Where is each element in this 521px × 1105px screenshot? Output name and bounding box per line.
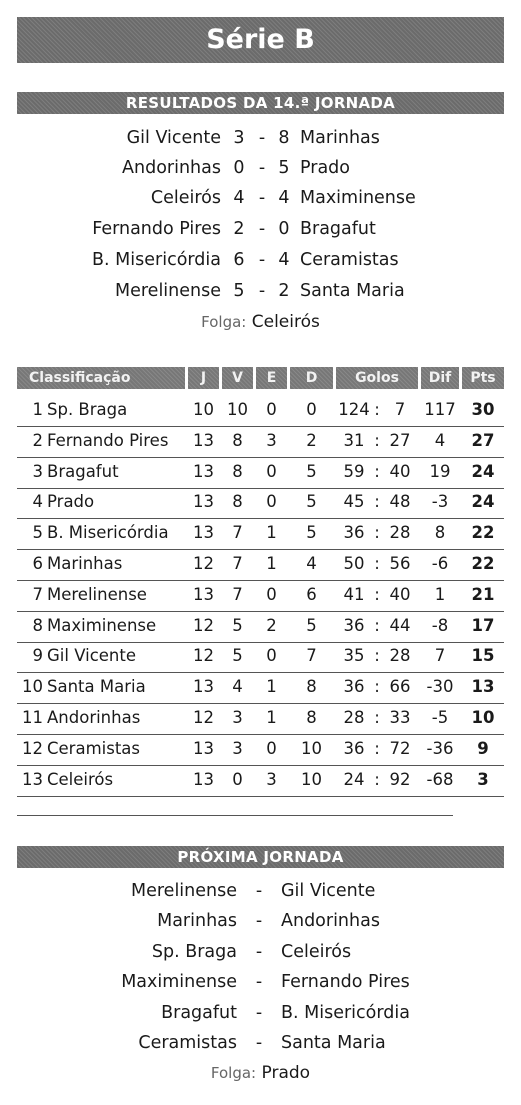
home-team: Ceramistas: [138, 1033, 237, 1053]
result-row: [0, 276, 521, 306]
goal-difference: -5: [431, 708, 449, 727]
draws: 3: [266, 769, 277, 789]
away-team: Santa Maria: [281, 1033, 386, 1053]
losses: 7: [306, 646, 317, 666]
goals-separator: :: [374, 584, 380, 604]
header-losses: D: [290, 367, 333, 389]
goals-for: 50: [343, 554, 365, 573]
played: 13: [193, 523, 214, 543]
wins: 8: [232, 492, 243, 512]
away-team: Gil Vicente: [281, 881, 376, 901]
result-row: [0, 245, 521, 275]
played: 13: [193, 584, 214, 604]
points: 30: [471, 400, 495, 419]
fixture-dash: -: [255, 1003, 263, 1023]
goals-separator: :: [374, 554, 380, 573]
wins: 0: [232, 769, 243, 789]
goals-for: 45: [343, 492, 365, 512]
team-name: Merelinense: [47, 584, 147, 604]
bye-label: Folga:: [201, 313, 247, 331]
goals-against: 33: [389, 708, 411, 727]
losses: 4: [306, 554, 317, 573]
away-team: Bragafut: [300, 219, 376, 239]
goals-against: 72: [389, 738, 411, 758]
wins: 8: [232, 461, 243, 481]
table-row: [17, 549, 504, 581]
score-dash: -: [258, 281, 266, 301]
goals-separator: :: [374, 400, 380, 419]
goals-against: 40: [389, 584, 411, 604]
goals-for: 59: [343, 461, 365, 481]
wins: 5: [232, 646, 243, 666]
draws: 0: [266, 646, 277, 666]
draws: 0: [266, 492, 277, 512]
position: 2: [32, 430, 43, 450]
fixture-dash: -: [255, 942, 263, 962]
played: 12: [193, 615, 214, 635]
table-end-rule: [17, 815, 453, 816]
header-goals: Golos: [336, 367, 418, 389]
draws: 1: [266, 677, 277, 697]
goal-difference: -3: [431, 492, 449, 512]
draws: 0: [266, 461, 277, 481]
losses: 2: [306, 430, 317, 450]
home-team: Merelinense: [131, 881, 237, 901]
wins: 7: [232, 554, 243, 573]
home-team: Gil Vicente: [126, 128, 221, 148]
goals-against: 66: [389, 677, 411, 697]
points: 3: [477, 769, 489, 789]
goals-for: 31: [343, 430, 365, 450]
header-team: Classificação: [17, 367, 185, 389]
points: 24: [471, 492, 495, 512]
position: 5: [32, 523, 43, 543]
goals-separator: :: [374, 677, 380, 697]
results-heading: RESULTADOS DA 14.ª JORNADA: [17, 92, 504, 114]
points: 9: [477, 738, 489, 758]
home-score: 3: [233, 128, 245, 148]
goals-for: 36: [343, 615, 365, 635]
table-row: [17, 734, 504, 766]
result-row: [0, 153, 521, 183]
points: 21: [471, 584, 495, 604]
goals-separator: :: [374, 769, 380, 789]
result-row: [0, 183, 521, 213]
goals-separator: :: [374, 461, 380, 481]
home-team: Sp. Braga: [151, 942, 237, 962]
draws: 2: [266, 615, 277, 635]
played: 12: [193, 708, 214, 727]
goals-separator: :: [374, 615, 380, 635]
header-wins: V: [222, 367, 253, 389]
home-score: 0: [233, 158, 245, 178]
wins: 8: [232, 430, 243, 450]
goals-against: 28: [389, 646, 411, 666]
position: 12: [22, 738, 43, 758]
fixture-row: [0, 937, 521, 967]
away-team: Andorinhas: [281, 911, 380, 931]
position: 4: [32, 492, 43, 512]
table-row: [17, 641, 504, 673]
team-name: Gil Vicente: [47, 646, 137, 666]
played: 13: [193, 769, 214, 789]
home-score: 4: [233, 188, 245, 208]
goal-difference: 117: [424, 400, 456, 419]
goals-against: 28: [389, 523, 411, 543]
goal-difference: 7: [434, 646, 446, 666]
team-name: Sp. Braga: [47, 400, 128, 419]
points: 22: [471, 554, 495, 573]
goal-difference: -30: [426, 677, 454, 697]
goal-difference: 8: [434, 523, 446, 543]
score-dash: -: [258, 219, 266, 239]
team-name: Maximinense: [47, 615, 157, 635]
goals-separator: :: [374, 430, 380, 450]
team-name: Santa Maria: [47, 677, 146, 697]
goals-for: 28: [343, 708, 365, 727]
losses: 0: [306, 400, 317, 419]
points: 17: [471, 615, 495, 635]
losses: 10: [301, 769, 322, 789]
home-team: Maximinense: [121, 972, 237, 992]
goals-for: 24: [343, 769, 365, 789]
wins: 3: [232, 708, 243, 727]
table-row: [17, 703, 504, 735]
goals-separator: :: [374, 523, 380, 543]
header-diff: Dif: [421, 367, 459, 389]
position: 9: [32, 646, 43, 666]
draws: 0: [266, 738, 277, 758]
played: 13: [193, 677, 214, 697]
played: 13: [193, 738, 214, 758]
fixture-row: [0, 906, 521, 936]
goal-difference: -36: [426, 738, 454, 758]
goals-against: 7: [394, 400, 406, 419]
goals-for: 36: [343, 738, 365, 758]
away-score: 2: [278, 281, 290, 301]
home-team: Bragafut: [161, 1003, 237, 1023]
score-dash: -: [258, 158, 266, 178]
goal-difference: 4: [434, 430, 446, 450]
wins: 7: [232, 523, 243, 543]
table-row: [17, 395, 504, 427]
goal-difference: 1: [434, 584, 446, 604]
losses: 6: [306, 584, 317, 604]
goals-for: 36: [343, 677, 365, 697]
position: 8: [32, 615, 43, 635]
bye-team: Celeirós: [251, 312, 320, 332]
goal-difference: 19: [429, 461, 451, 481]
table-row: [17, 672, 504, 704]
position: 13: [22, 769, 43, 789]
home-score: 6: [233, 250, 245, 270]
fixture-dash: -: [255, 1033, 263, 1053]
goals-separator: :: [374, 492, 380, 512]
wins: 3: [232, 738, 243, 758]
position: 7: [32, 584, 43, 604]
home-team: Celeirós: [150, 188, 221, 208]
goal-difference: -8: [431, 615, 449, 635]
table-row: [17, 457, 504, 489]
team-name: Fernando Pires: [47, 430, 169, 450]
points: 10: [471, 708, 495, 727]
goals-for: 41: [343, 584, 365, 604]
wins: 5: [232, 615, 243, 635]
team-name: Prado: [47, 492, 95, 512]
played: 13: [193, 492, 214, 512]
score-dash: -: [258, 128, 266, 148]
played: 13: [193, 430, 214, 450]
points: 24: [471, 461, 495, 481]
goals-against: 92: [389, 769, 411, 789]
goals-for: 124: [338, 400, 370, 419]
fixture-dash: -: [255, 972, 263, 992]
position: 1: [32, 400, 43, 419]
losses: 5: [306, 492, 317, 512]
draws: 0: [266, 584, 277, 604]
played: 12: [193, 646, 214, 666]
points: 27: [471, 430, 495, 450]
goals-for: 36: [343, 523, 365, 543]
played: 10: [193, 400, 214, 419]
table-row: [17, 426, 504, 458]
goals-separator: :: [374, 738, 380, 758]
home-score: 5: [233, 281, 245, 301]
bye-label: Folga:: [210, 1064, 257, 1082]
position: 6: [32, 554, 43, 573]
fixture-row: [0, 876, 521, 906]
position: 3: [32, 461, 43, 481]
away-team: Marinhas: [300, 128, 380, 148]
losses: 10: [301, 738, 322, 758]
points: 13: [471, 677, 495, 697]
points: 15: [471, 646, 495, 666]
position: 11: [22, 708, 43, 727]
home-team: Fernando Pires: [92, 219, 221, 239]
fixture-dash: -: [255, 911, 263, 931]
fixture-row: [0, 967, 521, 997]
header-points: Pts: [462, 367, 504, 389]
away-team: Fernando Pires: [281, 972, 410, 992]
losses: 5: [306, 461, 317, 481]
goals-for: 35: [343, 646, 365, 666]
goals-against: 27: [389, 430, 411, 450]
header-draws: E: [256, 367, 287, 389]
wins: 4: [232, 677, 243, 697]
played: 13: [193, 461, 214, 481]
draws: 1: [266, 554, 277, 573]
table-row: [17, 611, 504, 643]
fixture-row: [0, 998, 521, 1028]
goal-difference: -68: [426, 769, 454, 789]
draws: 1: [266, 523, 277, 543]
score-dash: -: [258, 188, 266, 208]
away-score: 4: [278, 188, 290, 208]
table-row: [17, 518, 504, 550]
score-dash: -: [258, 250, 266, 270]
away-team: Celeirós: [281, 942, 352, 962]
losses: 8: [306, 677, 317, 697]
home-score: 2: [233, 219, 245, 239]
fixture-dash: -: [255, 881, 263, 901]
goals-against: 44: [389, 615, 411, 635]
away-score: 0: [278, 219, 290, 239]
team-name: Marinhas: [47, 554, 123, 573]
away-team: Santa Maria: [300, 281, 405, 301]
losses: 8: [306, 708, 317, 727]
draws: 1: [266, 708, 277, 727]
team-name: B. Misericórdia: [47, 523, 169, 543]
bye-team: Prado: [261, 1063, 311, 1083]
next-bye: [0, 1059, 521, 1087]
team-name: Ceramistas: [47, 738, 140, 758]
standings-header: [17, 367, 504, 389]
home-team: Merelinense: [115, 281, 221, 301]
played: 12: [193, 554, 214, 573]
losses: 5: [306, 615, 317, 635]
table-row: [17, 487, 504, 519]
team-name: Celeirós: [47, 769, 114, 789]
away-team: Prado: [300, 158, 350, 178]
wins: 10: [227, 400, 248, 419]
goals-separator: :: [374, 708, 380, 727]
header-played: J: [188, 367, 219, 389]
draws: 3: [266, 430, 277, 450]
away-team: Ceramistas: [300, 250, 399, 270]
home-team: Marinhas: [157, 911, 237, 931]
points: 22: [471, 523, 495, 543]
home-team: Andorinhas: [122, 158, 221, 178]
page-title: Série B: [17, 17, 504, 63]
team-name: Andorinhas: [47, 708, 141, 727]
goals-against: 40: [389, 461, 411, 481]
draws: 0: [266, 400, 277, 419]
position: 10: [22, 677, 43, 697]
table-row: [17, 580, 504, 612]
away-score: 5: [278, 158, 290, 178]
goals-against: 48: [389, 492, 411, 512]
wins: 7: [232, 584, 243, 604]
goals-against: 56: [389, 554, 411, 573]
losses: 5: [306, 523, 317, 543]
next-round-heading: PRÓXIMA JORNADA: [17, 846, 504, 868]
result-row: [0, 214, 521, 244]
fixture-row: [0, 1028, 521, 1058]
result-row: [0, 123, 521, 153]
goal-difference: -6: [431, 554, 449, 573]
results-bye: [0, 308, 521, 336]
away-team: Maximinense: [300, 188, 416, 208]
away-score: 8: [278, 128, 290, 148]
home-team: B. Misericórdia: [92, 250, 221, 270]
away-score: 4: [278, 250, 290, 270]
goals-separator: :: [374, 646, 380, 666]
team-name: Bragafut: [47, 461, 119, 481]
away-team: B. Misericórdia: [281, 1003, 410, 1023]
table-row: [17, 765, 504, 797]
